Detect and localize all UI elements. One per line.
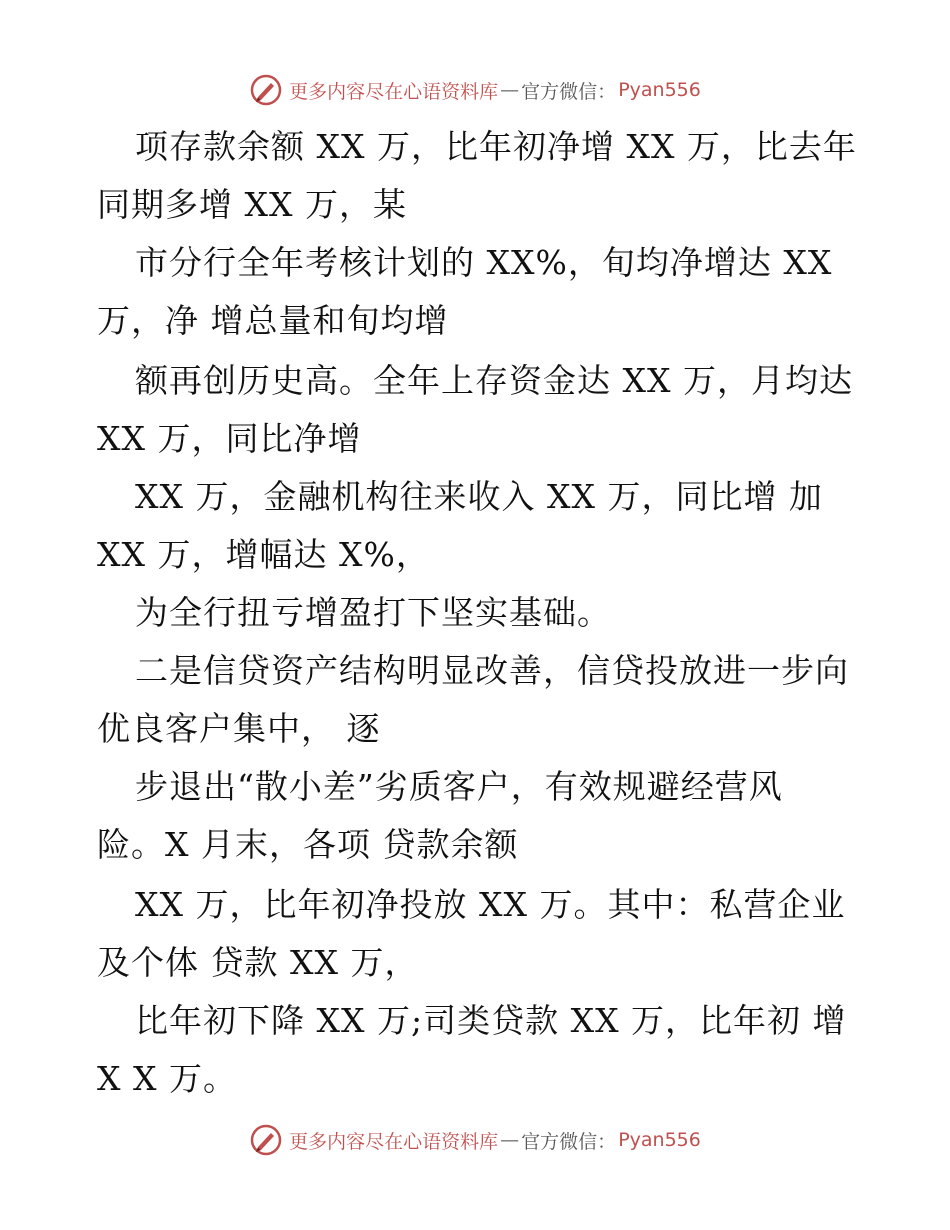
text-line: 及个体 贷款 XX 万， — [97, 943, 419, 982]
text-line: 二是信贷资产结构明显改善，信贷投放进一步向 — [135, 651, 849, 690]
pen-logo-icon — [249, 1123, 283, 1157]
text-line: XX 万，金融机构往来收入 XX 万，同比增 加 — [135, 477, 823, 516]
text-line: 万，净 增总量和旬均增 — [97, 301, 449, 340]
text-line: 额再创历史高。全年上存资金达 XX 万，月均达 — [135, 361, 853, 400]
watermark-label: 官方微信： — [521, 1130, 617, 1153]
watermark-id: Pyan556 — [618, 1129, 701, 1151]
text-line: 同期多增 XX 万，某 — [97, 185, 407, 224]
text-line: 项存款余额 XX 万，比年初净增 XX 万，比去年 — [135, 127, 857, 166]
watermark-separator: — — [500, 79, 520, 101]
pen-logo-icon — [249, 73, 283, 107]
text-line: X X 万。 — [97, 1059, 237, 1098]
text-line: 为全行扭亏增盈打下坚实基础。 — [135, 593, 611, 632]
header-watermark — [0, 70, 950, 110]
watermark-text: 更多内容尽在心语资料库 — [289, 80, 499, 103]
text-line: XX 万，增幅达 X%， — [97, 535, 430, 574]
watermark-separator: — — [500, 1129, 520, 1151]
text-line: 险。X 月末，各项 贷款余额 — [97, 825, 519, 864]
text-line: 市分行全年考核计划的 XX%，旬均净增达 XX — [135, 243, 833, 282]
text-line: XX 万，同比净增 — [97, 419, 362, 458]
watermark-label: 官方微信： — [521, 80, 617, 103]
text-line: 步退出“散小差”劣质客户，有效规避经营风 — [135, 767, 783, 806]
text-line: 比年初下降 XX 万;司类贷款 XX 万，比年初 增 — [135, 1001, 847, 1040]
watermark-text: 更多内容尽在心语资料库 — [289, 1130, 499, 1153]
text-line: XX 万，比年初净投放 XX 万。其中：私营企业 — [135, 885, 846, 924]
watermark-id: Pyan556 — [618, 79, 701, 101]
text-line: 优良客户集中， 逐 — [97, 709, 381, 748]
footer-watermark — [0, 1120, 950, 1160]
